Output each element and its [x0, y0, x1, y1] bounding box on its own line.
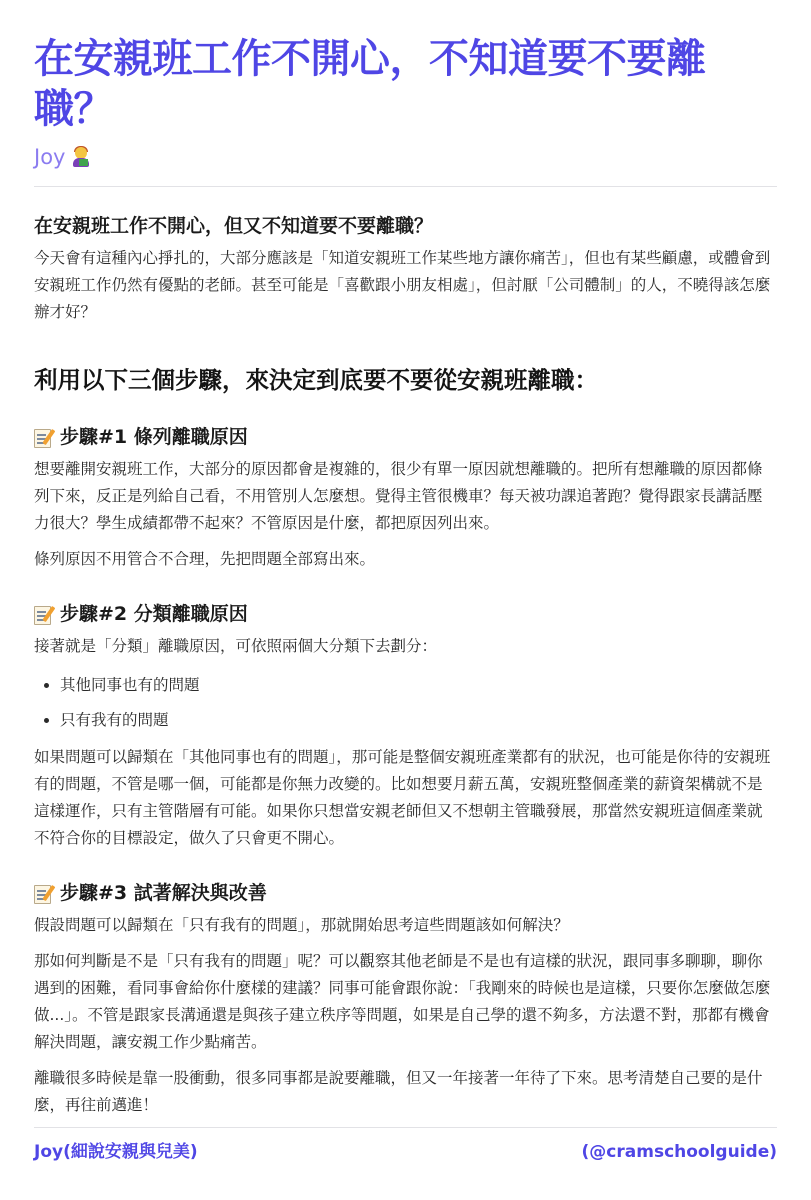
list-item: • 其他同事也有的問題 — [60, 668, 777, 703]
memo-icon — [34, 883, 52, 903]
step-1-title: 步驟#1 條列離職原因 — [60, 426, 248, 448]
article-title: 在安親班工作不開心，不知道要不要離職？ — [34, 36, 706, 132]
step-3-paragraph-3: 離職很多時候是靠一股衝動，很多同事都是說要離職，但又一年接著一年待了下來。思考清楚自己要的是什麼，再往前邁進！ — [34, 1069, 763, 1114]
step-1-paragraph-1: 想要離開安親班工作，大部分的原因都會是複雜的，很少有單一原因就想離職的。把所有想離職的原因都條列下來，反正是列給自己看，不用管別人怎麼想。覺得主管很機車？每天被功課追著跑？覺得跟家長講話壓力很大？學生成績都帶不起來？不管原因是什麼，都把原因列出來。 — [34, 460, 763, 532]
step-2-heading — [34, 601, 777, 627]
footer-divider — [34, 1127, 777, 1128]
author-name: Joy — [34, 145, 66, 169]
step-3-paragraph-1: 假設問題可以歸類在「只有我有的問題」，那就開始思考這些問題該如何解決？ — [34, 916, 569, 934]
memo-icon — [34, 604, 52, 624]
step-1-paragraph-2: 條列原因不用管合不合理，先把問題全部寫出來。 — [34, 550, 376, 568]
step-3-paragraph-2: 那如何判斷是不是「只有我有的問題」呢？可以觀察其他老師是不是也有這樣的狀況，跟同事多聊聊，聊你遇到的困難，看同事會給你什麼樣的建議？同事可能會跟你說：「我剛來的時候也是這樣，只要你怎麼做怎麼做...」。不管是跟家長溝通還是與孩子建立秩序等問題，如果是自己學的還不夠多，方法還不對，那都有機會解決問題，讓安親工作少點痛苦。 — [34, 952, 771, 1051]
step-2-paragraph: 如果問題可以歸類在「其他同事也有的問題」，那可能是整個安親班產業都有的狀況，也可能是你待的安親班有的問題，不管是哪一個，可能都是你無力改變的。比如想要月薪五萬，安親班整個產業的薪資架構就不是這樣運作，只有主管階層有可能。如果你只想當安親老師但又不想朝主管職發展，那當然安親班這個產業就不符合你的目標設定，做久了只會更不開心。 — [34, 748, 771, 847]
footer-handle: (@cramschoolguide) — [581, 1142, 777, 1162]
step-2-title: 步驟#2 分類離職原因 — [60, 603, 248, 625]
step-3-heading — [34, 880, 777, 906]
header-divider — [34, 186, 777, 187]
footer-author: Joy(細說安親與兒美) — [34, 1142, 198, 1162]
person-with-paper-icon — [71, 146, 91, 168]
step-3-title: 步驟#3 試著解決與改善 — [60, 882, 267, 904]
memo-icon — [34, 427, 52, 447]
intro-heading: 在安親班工作不開心，但又不知道要不要離職？ — [34, 215, 434, 237]
author-line — [34, 144, 777, 170]
list-item: • 只有我有的問題 — [60, 703, 777, 738]
step-2-lead: 接著就是「分類」離職原因，可依照兩個大分類下去劃分： — [34, 637, 438, 655]
intro-paragraph: 今天會有這種內心掙扎的，大部分應該是「知道安親班工作某些地方讓你痛苦」，但也有某些顧慮，或體會到安親班工作仍然有優點的老師。甚至可能是「喜歡跟小朋友相處」，但討厭「公司體制」的人，不曉得該怎麼辦才好？ — [34, 249, 771, 321]
step-1-heading — [34, 424, 777, 450]
main-heading: 利用以下三個步驟，來決定到底要不要從安親班離職： — [34, 366, 598, 394]
step-2-bullet-list — [34, 668, 777, 738]
